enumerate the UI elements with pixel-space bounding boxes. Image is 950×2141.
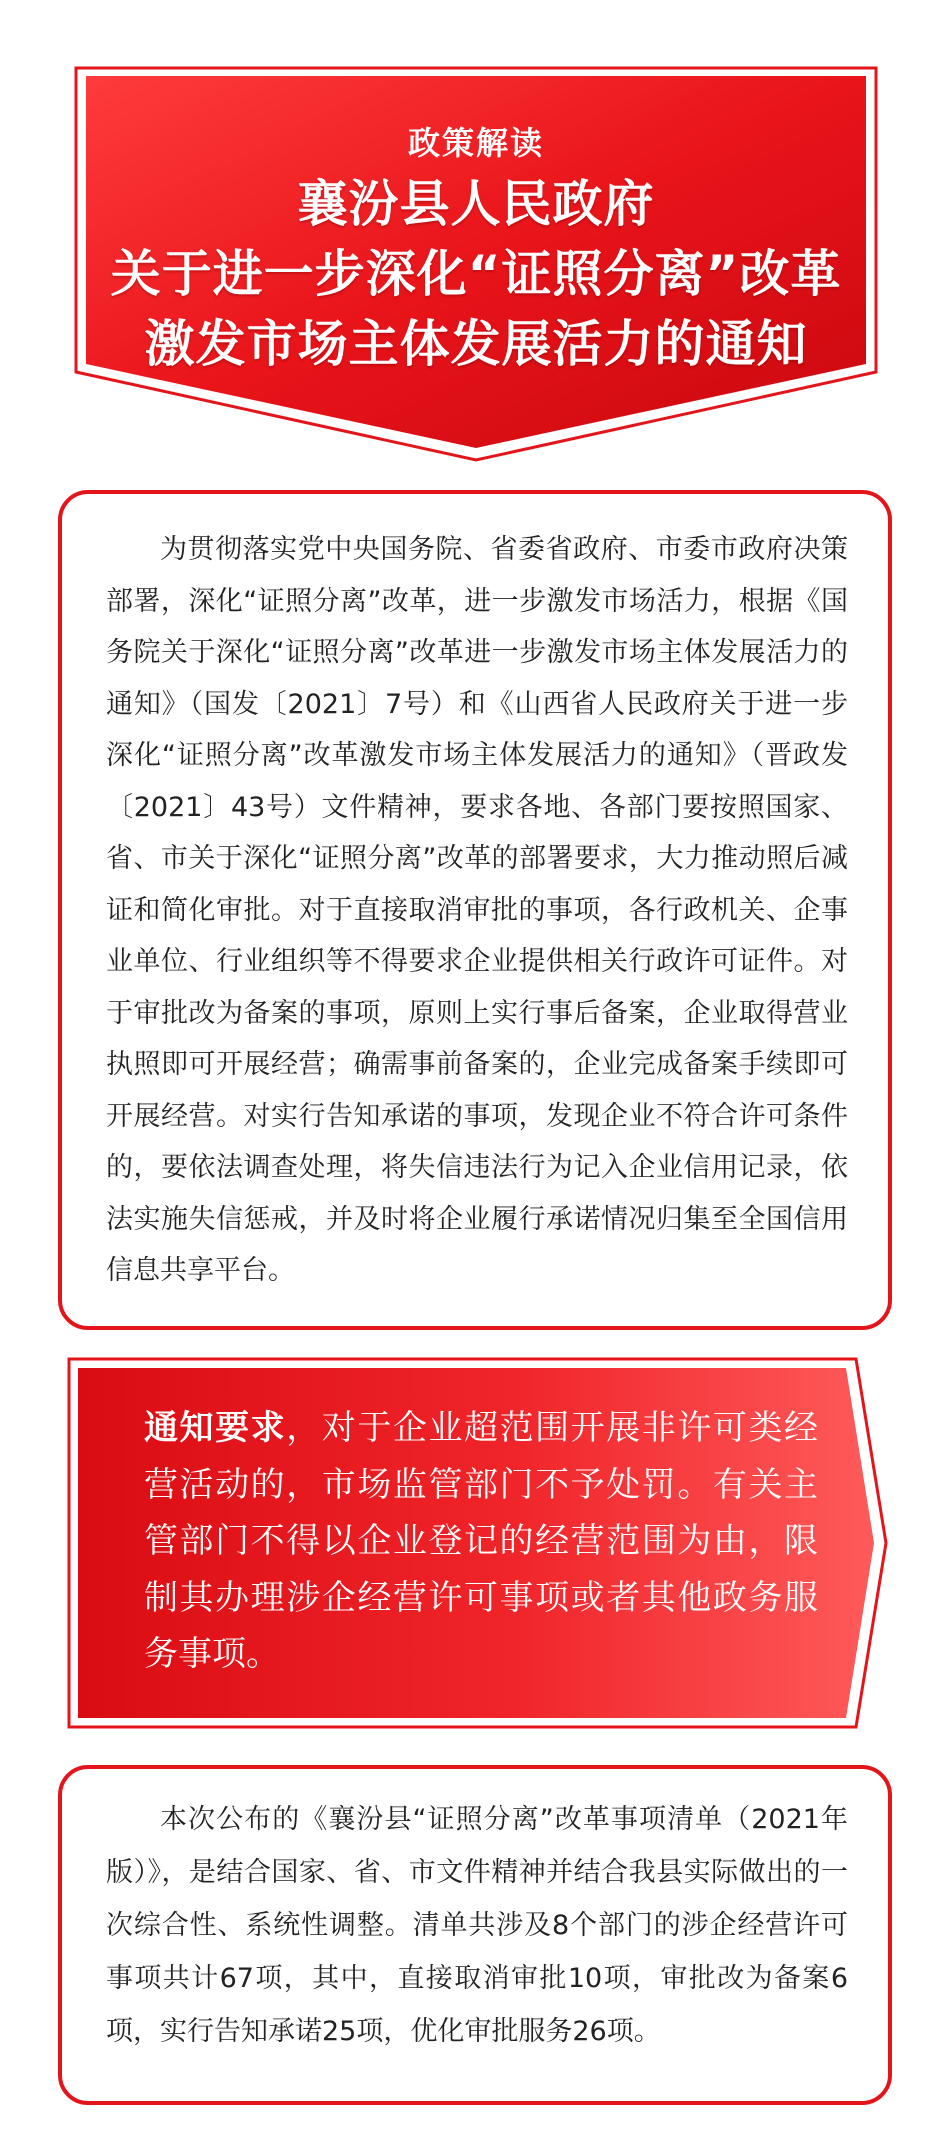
notice-body: ，对于企业超范围开展非许可类经营活动的，市场监管部门不予处罚。有关主管部门不得以企业登记的经营范围为由，限制其办理涉企经营许可事项或者其他政务服务事项。 xyxy=(144,1408,819,1674)
title-line-2: 关于进一步深化“证照分离”改革 xyxy=(110,245,842,303)
header-banner xyxy=(72,64,880,464)
intro-paragraph: 为贯彻落实党中央国务院、省委省政府、市委市政府决策部署，深化“证照分离”改革，进一步激发市场活力，根据《国务院关于深化“证照分离”改革进一步激发市场主体发展活力的通知》（国发〔2021〕7号）和《山西省人民政府关于进一步深化“证照分离”改革激发市场主体发展活力的通知》（晋政发〔2021〕43号）文件精神，要求各地、各部门要按照国家、省、市关于深化“证照分离”改革的部署要求，大力推动照后减证和简化审批。对于直接取消审批的事项，各行政机关、企事业单位、行业组织等不得要求企业提供相关行政许可证件。对于审批改为备案的事项，原则上实行事后备案，企业取得营业执照即可开展经营；确需事前备案的，企业完成备案手续即可开展经营。对实行告知承诺的事项，发现企业不符合许可条件的，要依法调查处理，将失信违法行为记入企业信用记录，依法实施失信惩戒，并及时将企业履行承诺情况归集至全国信用信息共享平台。 xyxy=(106,534,848,1286)
kicker-label: 政策解读 xyxy=(407,124,544,162)
notice-lead: 通知要求 xyxy=(144,1408,287,1448)
notice-block xyxy=(66,1356,890,1730)
outro-paragraph: 本次公布的《襄汾县“证照分离”改革事项清单（2021年版）》，是结合国家、省、市文件精神并结合我县实际做出的一次综合性、系统性调整。清单共涉及8个部门的涉企经营许可事项共计67项，其中，直接取消审批10项，审批改为备案6项，实行告知承诺25项，优化审批服务26项。 xyxy=(106,1804,849,2047)
title-line-3: 激发市场主体发展活力的通知 xyxy=(144,315,808,373)
title-line-1: 襄汾县人民政府 xyxy=(297,175,655,233)
intro-card xyxy=(58,490,892,1330)
outro-card xyxy=(58,1765,892,2105)
notice-paragraph xyxy=(144,1400,818,1683)
